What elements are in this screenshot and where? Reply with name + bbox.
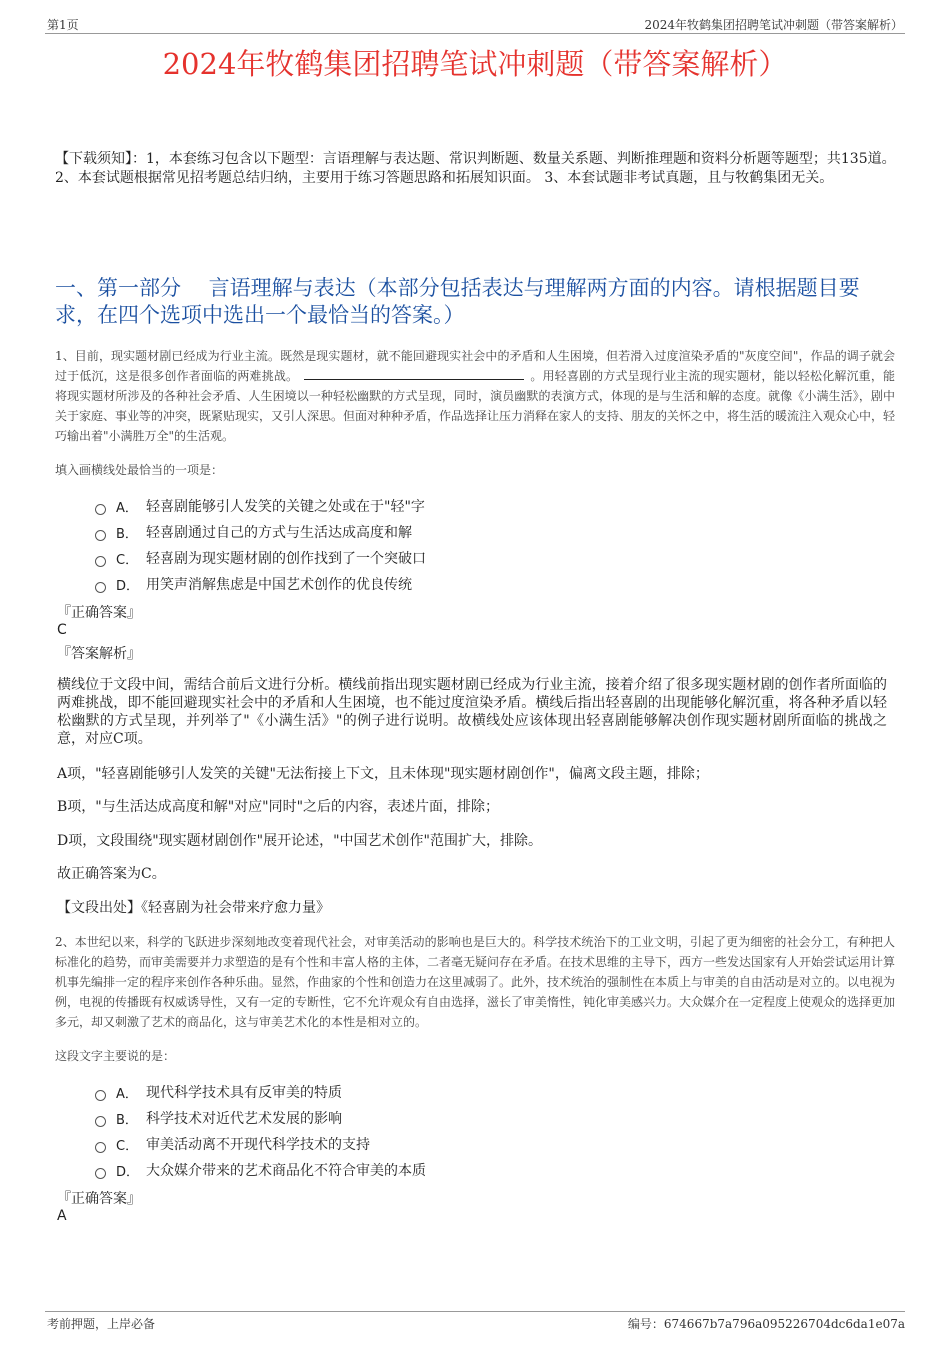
question-2-text: 2、本世纪以来，科学的飞跃进步深刻地改变着现代社会，对审美活动的影响也是巨大的。科学技术统治下的工业文明，引起了更为细密的社会分工，有种把人标准化的趋势，而审美需要并力求塑造的是有个性和丰富人格的主体，二者毫无疑问存在矛盾。在技术思维的主导下，西方一些发达国家有人开始尝试运用计算机事先编排一定的程序来创作各种乐曲。显然，作曲家的个性和创造力在这里减弱了。此外，技术统治的强制性在本质上与审美的自由活动是对立的。以电视为例，电视的传播既有权威诱导性，又有一定的专断性，它不允许观众有自由选择，滋长了审美惰性，钝化审美感兴力。大众媒介在一定程度上使观众的选择更加多元，却又刺激了艺术的商品化，这与审美艺术化的本性是相对立的。	[55, 935, 896, 1029]
option-text: 用笑声消解焦虑是中国艺术创作的优良传统	[146, 577, 412, 593]
radio-icon[interactable]	[95, 582, 106, 593]
radio-icon[interactable]	[95, 1168, 106, 1179]
radio-icon[interactable]	[95, 530, 106, 541]
option-letter: C．	[116, 1138, 139, 1154]
question-1-text-a: 1、目前，现实题材剧已经成为行业主流。既然是现实题材，就不能回避现实社会中的矛盾和人生困境，但若滑入过度渲染矛盾的"灰度空间"，作品的调子就会过于低沉，这是很多创作者面临的两难挑战。	[55, 349, 895, 383]
analysis-paragraph: B项，"与生活达成高度和解"对应"同时"之后的内容，表述片面，排除；	[57, 799, 500, 815]
q2-option-a[interactable]	[95, 1082, 342, 1102]
question-2-prompt: 这段文字主要说的是：	[55, 1049, 176, 1063]
option-letter: B．	[116, 1112, 138, 1128]
question-1-text-b: 。用轻喜剧的方式呈现行业主流的现实题材，能以轻松化解沉重，能将现实题材所涉及的各种社会矛盾、人生困境以一种轻松幽默的方式呈现，同时，演员幽默的表演方式，体现的是与生活和解的态度。就像《小满生活》，剧中关于家庭、事业等的冲突，既紧贴现实，又引人深思。但面对种种矛盾，作品选择让压力消释在家人的支持、朋友的关怀之中，将生活的暖流注入观众心中，轻巧输出着"小满胜万全"的生活观。	[55, 369, 896, 443]
q1-option-c[interactable]	[95, 548, 426, 568]
page-number: 第1页	[47, 18, 79, 32]
question-1-text	[55, 346, 895, 446]
q1-option-a[interactable]	[95, 496, 425, 516]
option-text: 现代科学技术具有反审美的特质	[146, 1085, 342, 1101]
option-letter: D．	[116, 1164, 140, 1180]
option-text: 大众媒介带来的艺术商品化不符合审美的本质	[146, 1163, 426, 1179]
answer-label: 『正确答案』	[57, 1191, 141, 1207]
option-text: 审美活动离不开现代科学技术的支持	[146, 1137, 370, 1153]
analysis-label: 『答案解析』	[57, 646, 141, 662]
header-doc-title: 2024年牧鹤集团招聘笔试冲刺题（带答案解析）	[644, 18, 903, 32]
source-citation: 【文段出处】《轻喜剧为社会带来疗愈力量》	[57, 900, 330, 916]
option-letter: B．	[116, 526, 138, 542]
option-text: 轻喜剧为现实题材剧的创作找到了一个突破口	[146, 551, 426, 567]
q2-option-b[interactable]	[95, 1108, 342, 1128]
radio-icon[interactable]	[95, 504, 106, 515]
option-text: 轻喜剧能够引人发笑的关键之处或在于"轻"字	[146, 499, 425, 515]
footer-slogan: 考前押题，上岸必备	[47, 1317, 156, 1331]
answer-label: 『正确答案』	[57, 605, 141, 621]
header-divider	[45, 33, 905, 34]
option-letter: D．	[116, 578, 140, 594]
q1-option-b[interactable]	[95, 522, 412, 542]
analysis-paragraph: D项，文段围绕"现实题材剧创作"展开论述，"中国艺术创作"范围扩大，排除。	[57, 833, 542, 849]
radio-icon[interactable]	[95, 1090, 106, 1101]
q1-option-d[interactable]	[95, 574, 412, 594]
question-1-prompt: 填入画横线处最恰当的一项是：	[55, 463, 224, 477]
q2-option-d[interactable]	[95, 1160, 426, 1180]
section-heading: 一、第一部分 言语理解与表达（本部分包括表达与理解两方面的内容。请根据题目要求，在四个选项中选出一个最恰当的答案。）	[55, 276, 860, 327]
answer-value: A	[57, 1208, 67, 1224]
option-letter: C．	[116, 552, 139, 568]
radio-icon[interactable]	[95, 1142, 106, 1153]
footer-doc-id: 编号：674667b7a796a095226704dc6da1e07a	[627, 1317, 905, 1331]
download-notice: 【下载须知】：1，本套练习包含以下题型：言语理解与表达题、常识判断题、数量关系题、判断推理题和资料分析题等题型；共135道。 2、本套试题根据常见招考题总结归纳，主要用于练习答题思路和拓展知识面。 3、本套试题非考试真题，且与牧鹤集团无关。	[55, 151, 896, 186]
q2-option-c[interactable]	[95, 1134, 370, 1154]
page-title: 2024年牧鹤集团招聘笔试冲刺题（带答案解析）	[162, 47, 788, 81]
radio-icon[interactable]	[95, 1116, 106, 1127]
option-text: 科学技术对近代艺术发展的影响	[146, 1111, 342, 1127]
fill-blank	[304, 367, 524, 380]
option-letter: A．	[116, 1086, 138, 1102]
analysis-paragraph: 横线位于文段中间，需结合前后文进行分析。横线前指出现实题材剧已经成为行业主流，接着介绍了很多现实题材剧的创作者所面临的两难挑战，即不能回避现实社会中的矛盾和人生困境，也不能过度渲染矛盾。横线后指出轻喜剧的出现能够化解沉重，将各种矛盾以轻松幽默的方式呈现，并列举了"《小满生活》"的例子进行说明。故横线处应该体现出轻喜剧能够解决创作现实题材剧所面临的挑战之意，对应C项。	[57, 677, 887, 747]
footer-divider	[45, 1311, 905, 1312]
radio-icon[interactable]	[95, 556, 106, 567]
option-letter: A．	[116, 500, 138, 516]
analysis-paragraph: A项，"轻喜剧能够引人发笑的关键"无法衔接上下文，且未体现"现实题材剧创作"，偏离文段主题，排除；	[57, 766, 709, 782]
answer-value: C	[57, 622, 67, 638]
analysis-paragraph: 故正确答案为C。	[57, 866, 166, 882]
option-text: 轻喜剧通过自己的方式与生活达成高度和解	[146, 525, 412, 541]
